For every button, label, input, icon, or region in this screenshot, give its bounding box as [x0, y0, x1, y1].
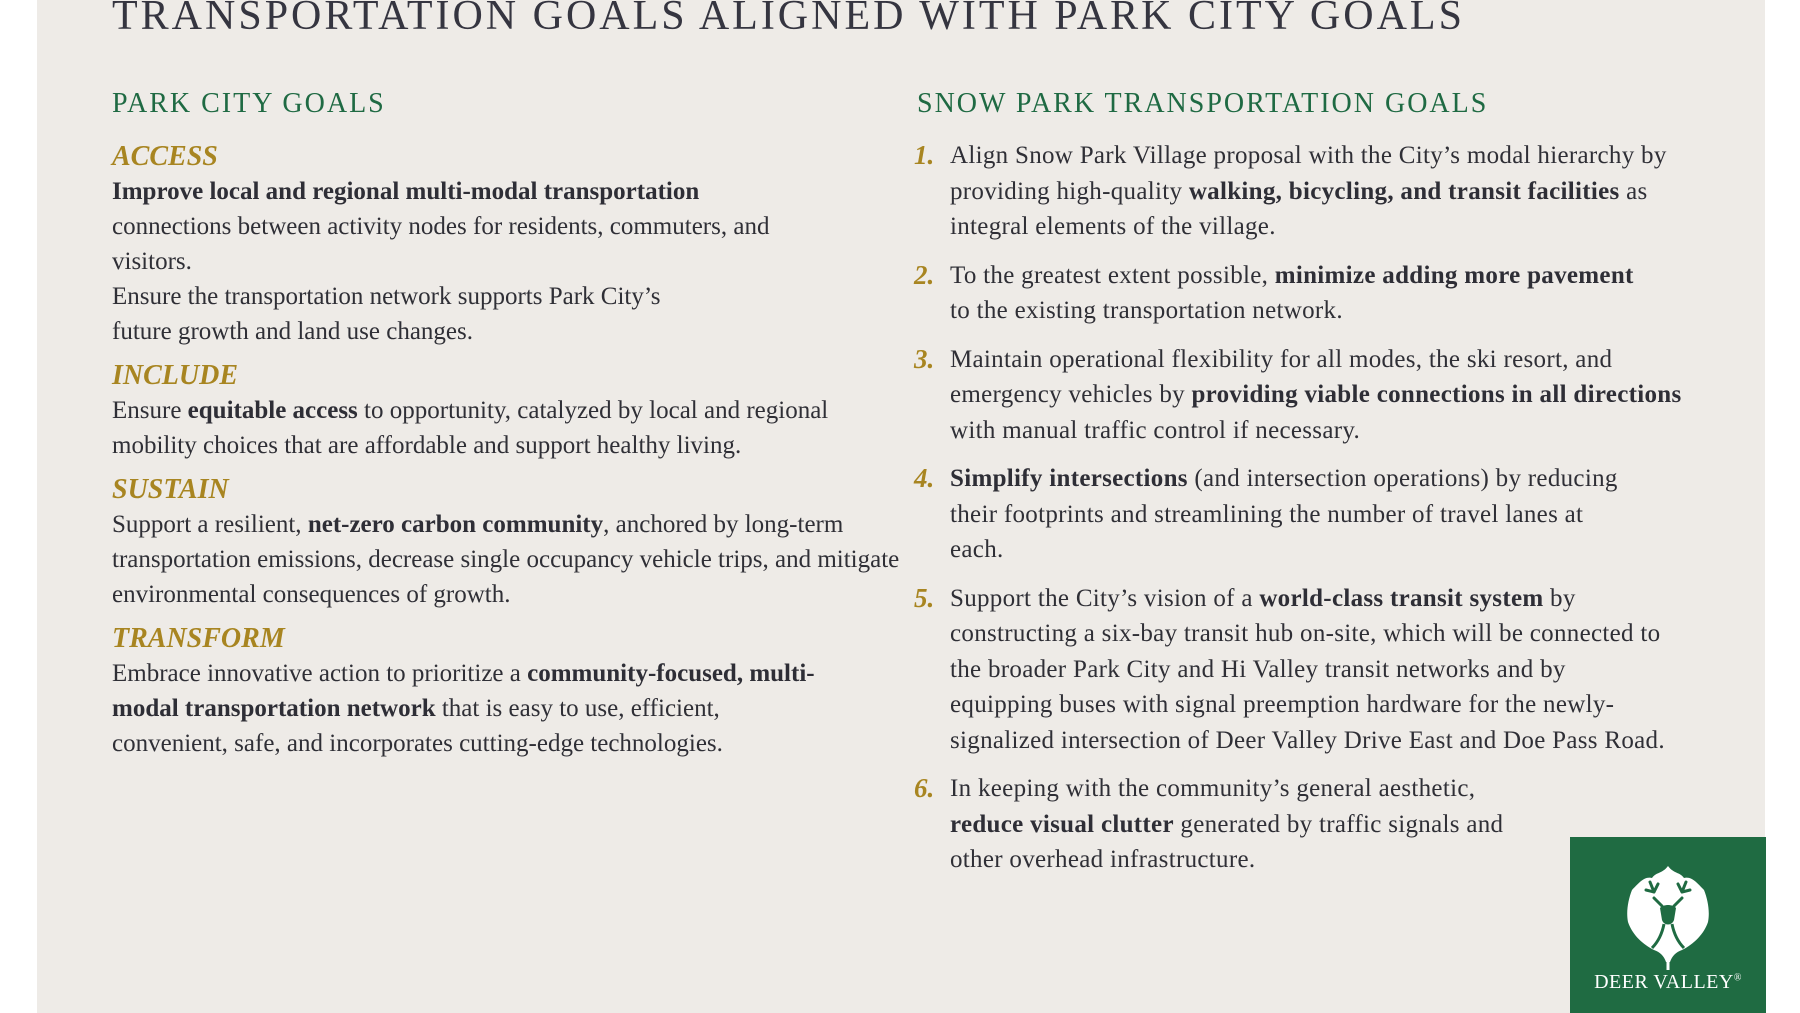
snow-park-goals-list [914, 138, 1734, 891]
goal-transform [112, 622, 912, 761]
goal-rest: connections between activity nodes for residents, commuters, and visitors. [112, 213, 770, 275]
park-city-goals-list [112, 140, 912, 771]
goal-title: INCLUDE [112, 360, 239, 391]
goal-text [112, 174, 802, 279]
goal-pre: Support a resilient, [112, 511, 308, 538]
goal-post: to the existing transportation network. [950, 297, 1343, 324]
logo-text [1570, 971, 1766, 994]
goal-text [950, 258, 1650, 329]
goal-include [112, 359, 912, 463]
goal-bold: world-class transit system [1259, 584, 1544, 612]
numbered-goal [914, 138, 1734, 245]
goal-post: , anchored by long-term transportation emissions, decrease single occupancy vehicle trips, and mitigate environmental consequences of growth. [112, 511, 900, 608]
goal-post: (and intersection operations) by reducing their footprints and streamlining the number of travel lanes at each. [950, 465, 1618, 563]
goal-pre: Ensure [112, 397, 188, 424]
logo-name: DEER VALLEY [1594, 971, 1734, 993]
goal-number: 4. [914, 463, 935, 493]
goal-pre: In keeping with the community’s general aesthetic, [950, 775, 1476, 802]
numbered-goal [914, 342, 1734, 449]
goal-bold: reduce visual clutter [950, 810, 1174, 838]
goal-pre: Support the City’s vision of a [950, 584, 1260, 612]
goal-bold: community-focused, multi-modal transportation network [112, 660, 815, 722]
goal-bold: equitable access [187, 397, 358, 424]
goal-title: ACCESS [112, 141, 218, 172]
goal-pre: Embrace innovative action to prioritize a [112, 660, 528, 687]
page-title: TRANSPORTATION GOALS ALIGNED WITH PARK CITY GOALS [112, 0, 1465, 39]
numbered-goal [914, 461, 1734, 568]
goal-post: with manual traffic control if necessary. [950, 416, 1361, 444]
goal-text [950, 581, 1670, 759]
numbered-goal [914, 258, 1734, 329]
park-city-goals-heading: PARK CITY GOALS [112, 88, 386, 119]
goal-text [950, 342, 1710, 449]
goal-bold: Simplify intersections [950, 465, 1188, 492]
goal-sustain [112, 473, 912, 612]
trademark-mark: ® [1733, 972, 1742, 984]
goal-number: 6. [914, 773, 935, 803]
poster-board [37, 0, 1765, 1013]
goal-text [112, 393, 902, 463]
goal-number: 3. [914, 343, 935, 374]
goal-number: 1. [914, 140, 935, 170]
goal-text: Ensure the transportation network supports Park City’s future growth and land use changes. [112, 283, 661, 345]
goal-number: 2. [914, 259, 935, 290]
goal-post: to opportunity, catalyzed by local and regional mobility choices that are affordable and support healthy living. [112, 397, 829, 459]
goal-pre: Align Snow Park Village proposal with the City’s modal hierarchy by providing high-quality [950, 142, 1667, 205]
goal-number: 5. [914, 582, 935, 613]
goal-text [112, 507, 912, 612]
numbered-goal [914, 581, 1734, 759]
goal-bold: providing viable connections in all directions [1191, 381, 1682, 408]
deer-valley-logo [1570, 837, 1766, 1013]
goal-pre: Maintain operational flexibility for all modes, the ski resort, and emergency vehicles by [950, 345, 1613, 408]
goal-text [950, 138, 1670, 245]
goal-title: TRANSFORM [112, 623, 285, 654]
goal-access [112, 140, 912, 349]
goal-post: that is easy to use, efficient, convenient, safe, and incorporates cutting-edge technologies. [112, 695, 723, 757]
goal-bold: net-zero carbon community [307, 511, 604, 538]
goal-text [950, 771, 1550, 878]
goal-title: SUSTAIN [112, 474, 229, 505]
goal-bold: Improve local and regional multi-modal transportation [112, 178, 700, 205]
snow-park-goals-heading: SNOW PARK TRANSPORTATION GOALS [917, 88, 1489, 119]
goal-post: as integral elements of the village. [950, 177, 1648, 240]
goal-pre: To the greatest extent possible, [950, 261, 1275, 289]
goal-post: generated by traffic signals and other overhead infrastructure. [950, 810, 1504, 873]
goal-post: by constructing a six-bay transit hub on-site, which will be connected to the broader Park City and Hi Valley transit networks and by equipping buses with signal preemption hardware for the newly-signalized intersection of Deer Valley Drive East and Doe Pass Road. [950, 584, 1665, 754]
deer-leaf-icon [1624, 862, 1712, 972]
goal-bold: walking, bicycling, and transit facilities [1188, 177, 1620, 205]
goal-text [950, 461, 1640, 568]
goal-text [112, 656, 832, 761]
goal-bold: minimize adding more pavement [1274, 261, 1634, 289]
